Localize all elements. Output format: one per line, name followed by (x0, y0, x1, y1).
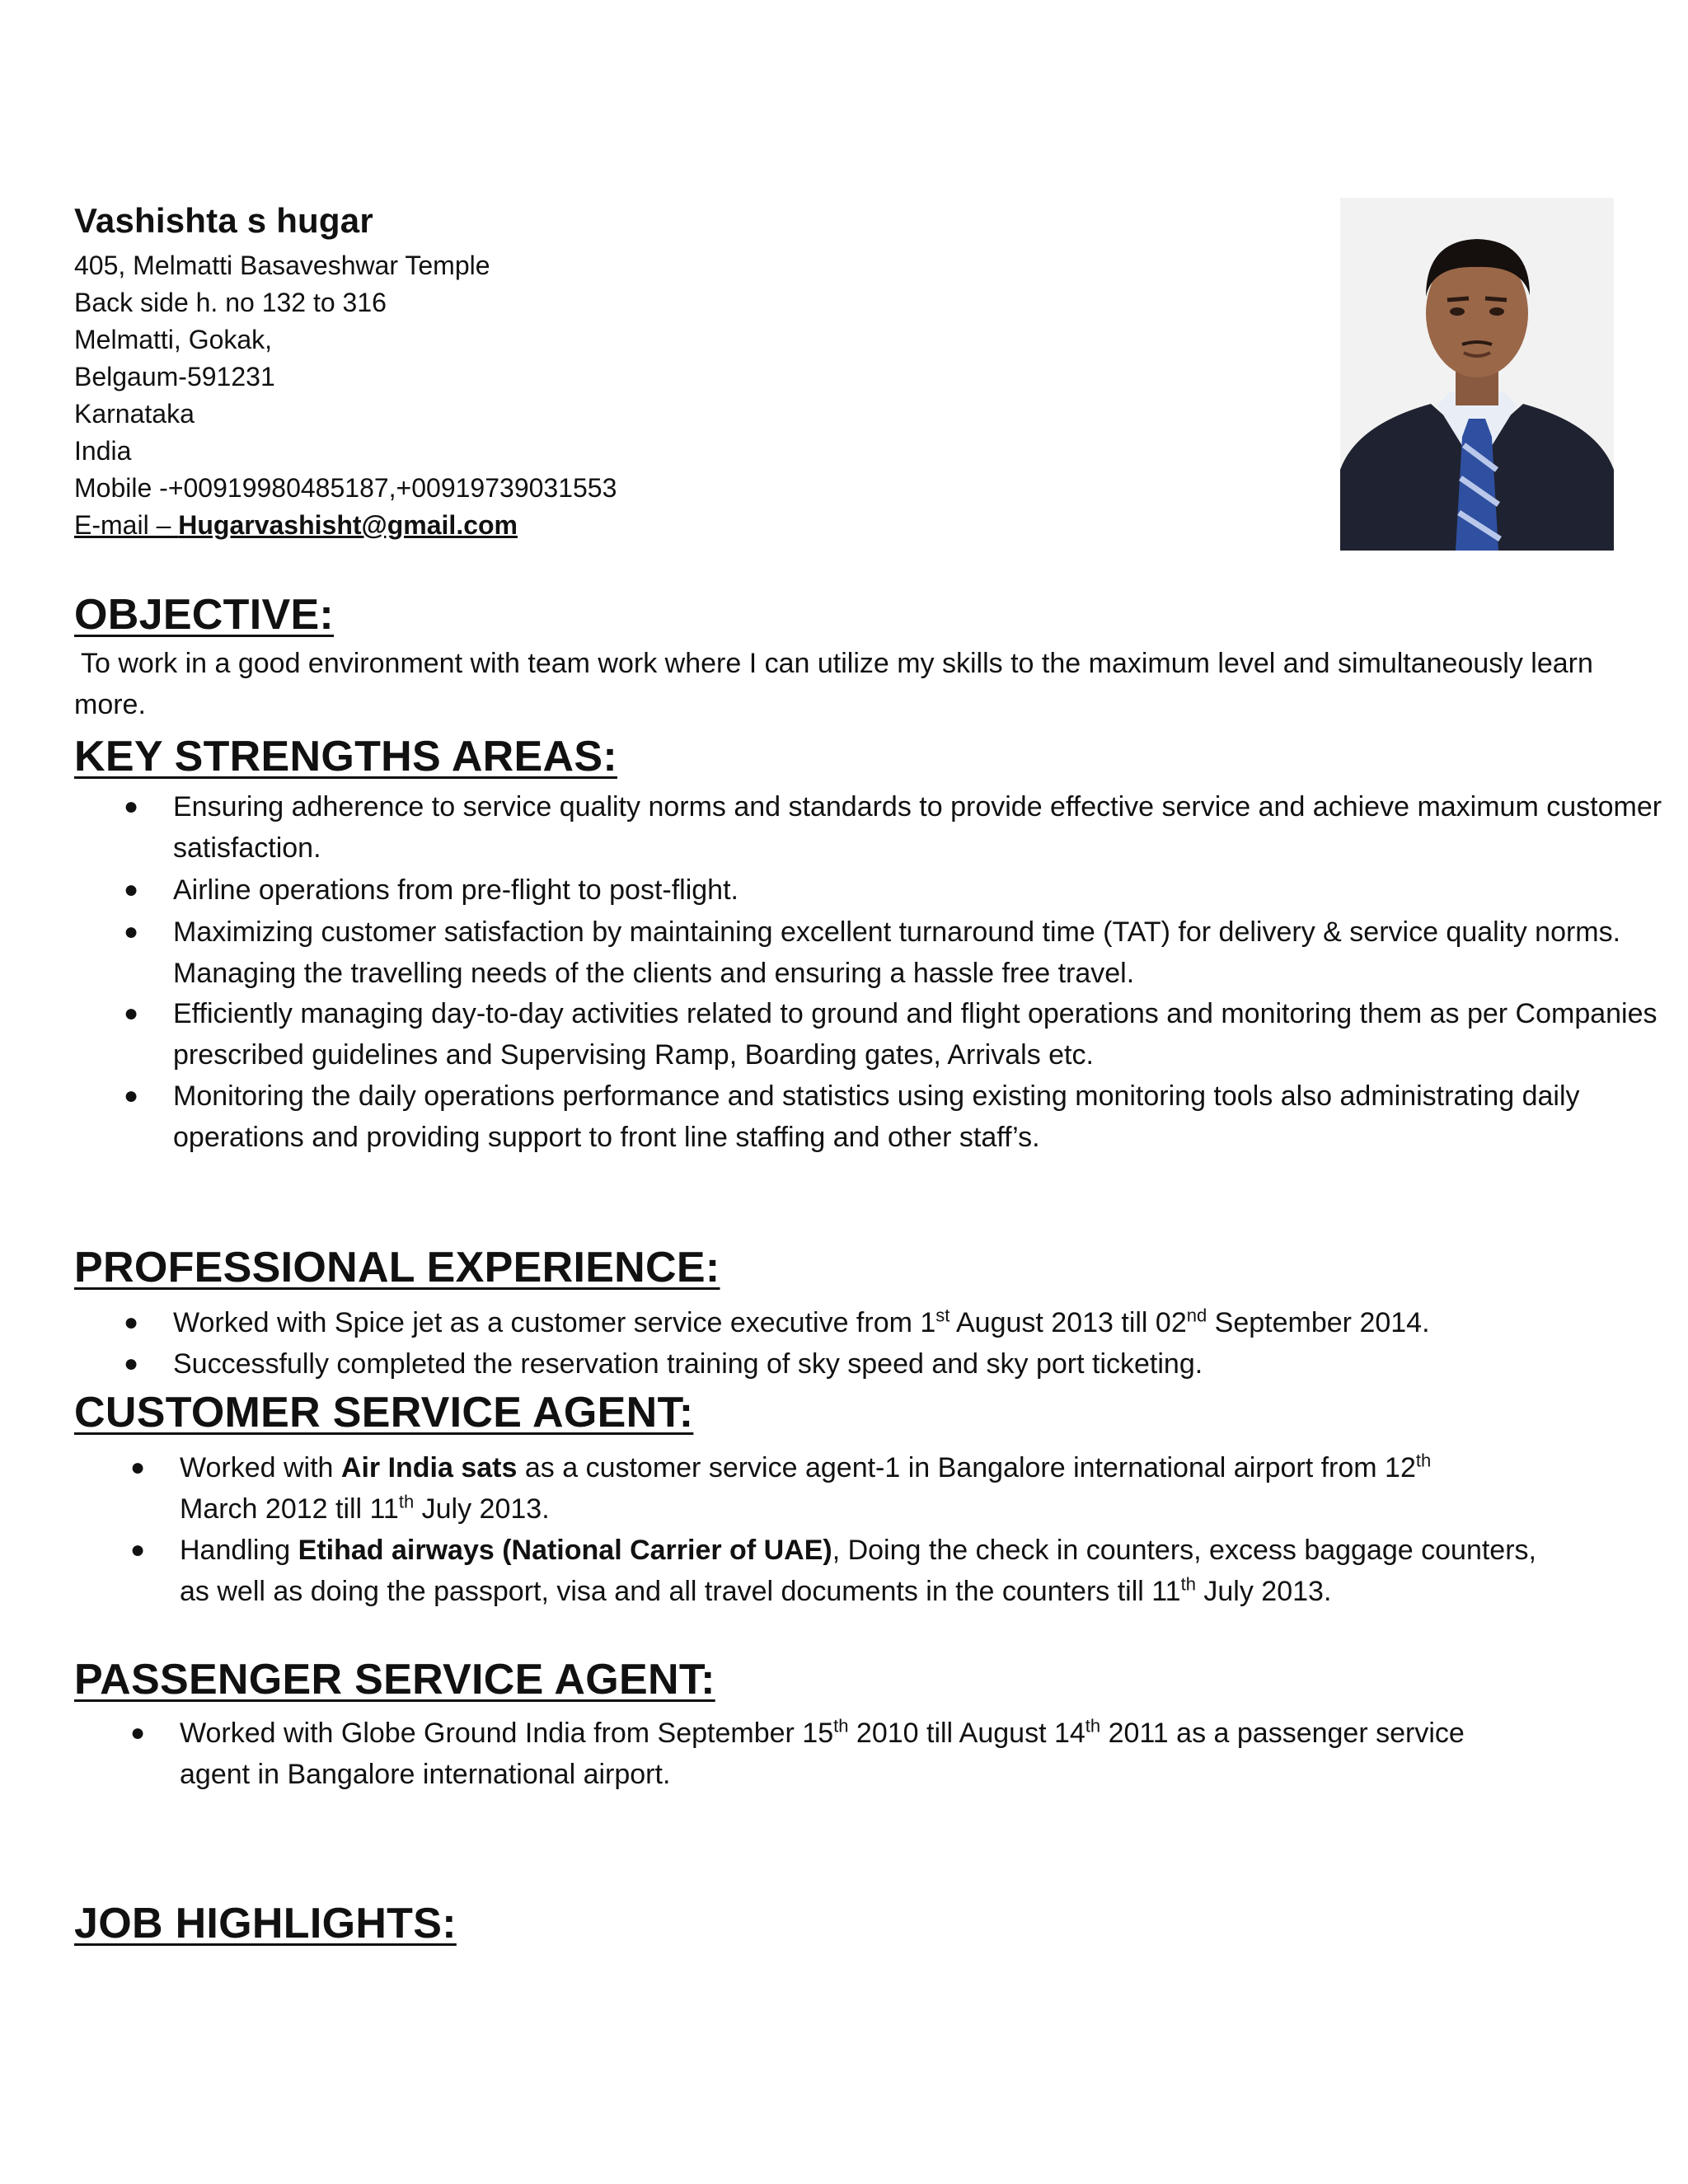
email-label: E-mail – (74, 510, 179, 540)
list-item: ● Efficiently managing day-to-day activities related to ground and flight operations and monitoring them as per Companies prescribed guidelines and Supervising Ramp, Boarding gates, Arrivals etc. (173, 993, 1673, 1076)
list-item: ● Worked with Globe Ground India from September 15th 2010 till August 14th 2011 as a passenger service agent in Bangalore international airport. (180, 1713, 1680, 1795)
objective-heading: OBJECTIVE: (74, 591, 335, 639)
bullet-icon: ● (124, 793, 139, 820)
csa-heading: CUSTOMER SERVICE AGENT: (74, 1389, 694, 1436)
bullet-icon: ● (124, 1309, 139, 1336)
address-line: India (74, 436, 132, 466)
list-item: ● Successfully completed the reservation training of sky speed and sky port ticketing. (173, 1343, 1673, 1385)
list-item: ● Monitoring the daily operations performance and statistics using existing monitoring tools also administrating daily operations and providing support to front line staffing and other staff’s. (173, 1076, 1673, 1158)
bullet-icon: ● (124, 1000, 139, 1027)
list-item: ● Worked with Air India sats as a customer service agent-1 in Bangalore international airport from 12th March 2012 till 11th July 2013. (180, 1447, 1680, 1530)
profile-photo-illustration (1340, 198, 1614, 551)
email-line[interactable] (74, 507, 518, 544)
email-address[interactable]: Hugarvashisht@gmail.com (178, 510, 518, 540)
bullet-icon: ● (124, 1350, 139, 1377)
experience-heading: PROFESSIONAL EXPERIENCE: (74, 1244, 720, 1291)
bullet-icon: ● (124, 876, 139, 903)
bullet-icon: ● (130, 1454, 146, 1481)
list-item: ● Maximizing customer satisfaction by maintaining excellent turnaround time (TAT) for delivery & service quality norms. Managing the travelling needs of the clients and ensuring a hassle free travel. (173, 912, 1673, 994)
list-item: ● Worked with Spice jet as a customer service executive from 1st August 2013 till 02nd September 2014. (173, 1302, 1673, 1343)
list-item: ● Ensuring adherence to service quality norms and standards to provide effective service and achieve maximum customer satisfaction. (173, 786, 1673, 869)
address-line: Karnataka (74, 399, 195, 429)
bullet-icon: ● (130, 1536, 146, 1563)
address-line: Belgaum-591231 (74, 362, 275, 391)
profile-photo (1340, 198, 1614, 551)
address-line: 405, Melmatti Basaveshwar Temple (74, 251, 490, 280)
psa-heading: PASSENGER SERVICE AGENT: (74, 1656, 715, 1704)
list-item: ● Airline operations from pre-flight to post-flight. (173, 869, 1673, 911)
strengths-heading: KEY STRENGTHS AREAS: (74, 733, 617, 780)
highlights-heading: JOB HIGHLIGHTS: (74, 1900, 457, 1947)
bullet-icon: ● (130, 1719, 146, 1746)
objective-text: To work in a good environment with team work where I can utilize my skills to the maximum level and simultaneously learn more. (74, 648, 1593, 720)
address-line: Melmatti, Gokak, (74, 325, 273, 354)
bullet-icon: ● (124, 1082, 139, 1109)
candidate-name: Vashishta s hugar (74, 201, 373, 240)
address-line: Back side h. no 132 to 316 (74, 288, 387, 317)
list-item: ● Handling Etihad airways (National Carrier of UAE), Doing the check in counters, excess baggage counters, as well as doing the passport, visa and all travel documents in the counters till 11th July 2013. (180, 1530, 1680, 1612)
bullet-icon: ● (124, 918, 139, 945)
mobile-line: Mobile -+00919980485187,+00919739031553 (74, 473, 617, 503)
